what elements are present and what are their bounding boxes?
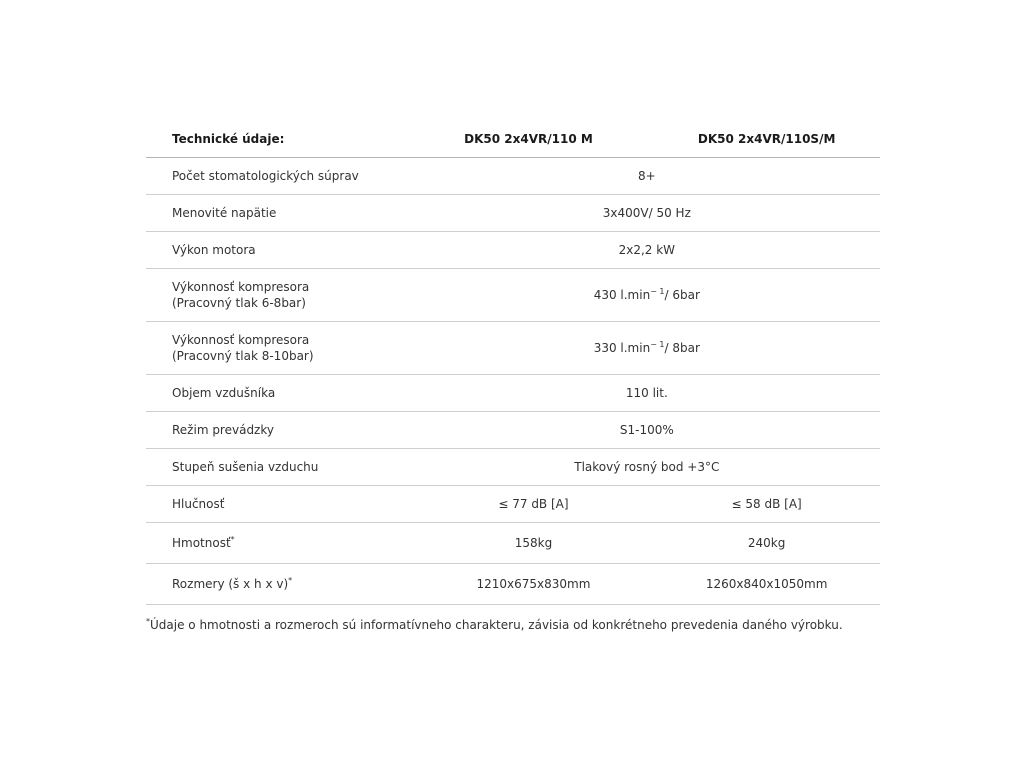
table-row: [146, 486, 880, 523]
row-value-model-a: 1210x675x830mm: [414, 564, 654, 605]
row-label-line: Výkonnosť kompresora: [172, 333, 310, 347]
row-label: [146, 564, 414, 605]
row-value: 3x400V/ 50 Hz: [414, 195, 880, 232]
technical-specs-table: [146, 120, 880, 605]
row-label-line: (Pracovný tlak 8-10bar): [172, 349, 314, 363]
value-main: 430 l.min: [593, 288, 651, 302]
row-label: Hlučnosť: [146, 486, 414, 523]
row-label-line: Výkonnosť kompresora: [172, 280, 310, 294]
row-label: [146, 269, 414, 322]
row-value: [414, 322, 880, 375]
row-value: 8+: [414, 158, 880, 195]
footnote-marker: *: [146, 617, 150, 626]
row-label: Režim prevádzky: [146, 412, 414, 449]
header-model-a: DK50 2x4VR/110 M: [414, 120, 654, 158]
row-value: 2x2,2 kW: [414, 232, 880, 269]
table-header-row: [146, 120, 880, 158]
value-tail: / 8bar: [664, 341, 700, 355]
header-model-b: DK50 2x4VR/110S/M: [653, 120, 880, 158]
table-row: [146, 195, 880, 232]
table-row: [146, 564, 880, 605]
table-row: [146, 412, 880, 449]
header-label: Technické údaje:: [146, 120, 414, 158]
value-tail: / 6bar: [664, 288, 700, 302]
row-value: [414, 269, 880, 322]
table-row: [146, 523, 880, 564]
row-label: Menovité napätie: [146, 195, 414, 232]
asterisk-marker: *: [288, 576, 293, 585]
row-label: [146, 322, 414, 375]
footnote: [146, 618, 843, 632]
row-value-model-b: 240kg: [653, 523, 880, 564]
row-label: Počet stomatologických súprav: [146, 158, 414, 195]
row-label-text: Hmotnosť: [172, 536, 231, 550]
asterisk-marker: *: [230, 535, 235, 544]
row-value: S1-100%: [414, 412, 880, 449]
value-superscript: − 1: [650, 340, 665, 349]
table-row: [146, 269, 880, 322]
row-label-line: (Pracovný tlak 6-8bar): [172, 296, 306, 310]
table-row: [146, 232, 880, 269]
table-row: [146, 449, 880, 486]
value-superscript: − 1: [650, 287, 665, 296]
row-value: 110 lit.: [414, 375, 880, 412]
table-row: [146, 375, 880, 412]
row-value-model-a: 158kg: [414, 523, 654, 564]
footnote-text: Údaje o hmotnosti a rozmeroch sú informatívneho charakteru, závisia od konkrétneho prevedenia daného výrobku.: [150, 618, 843, 632]
row-label: Objem vzdušníka: [146, 375, 414, 412]
table-row: [146, 322, 880, 375]
row-label-text: Rozmery (š x h x v): [172, 577, 289, 591]
row-label: [146, 523, 414, 564]
row-value-model-b: 1260x840x1050mm: [653, 564, 880, 605]
row-value: Tlakový rosný bod +3°C: [414, 449, 880, 486]
row-value-model-a: ≤ 77 dB [A]: [414, 486, 654, 523]
row-label: Stupeň sušenia vzduchu: [146, 449, 414, 486]
value-main: 330 l.min: [593, 341, 651, 355]
table-row: [146, 158, 880, 195]
row-label: Výkon motora: [146, 232, 414, 269]
row-value-model-b: ≤ 58 dB [A]: [653, 486, 880, 523]
